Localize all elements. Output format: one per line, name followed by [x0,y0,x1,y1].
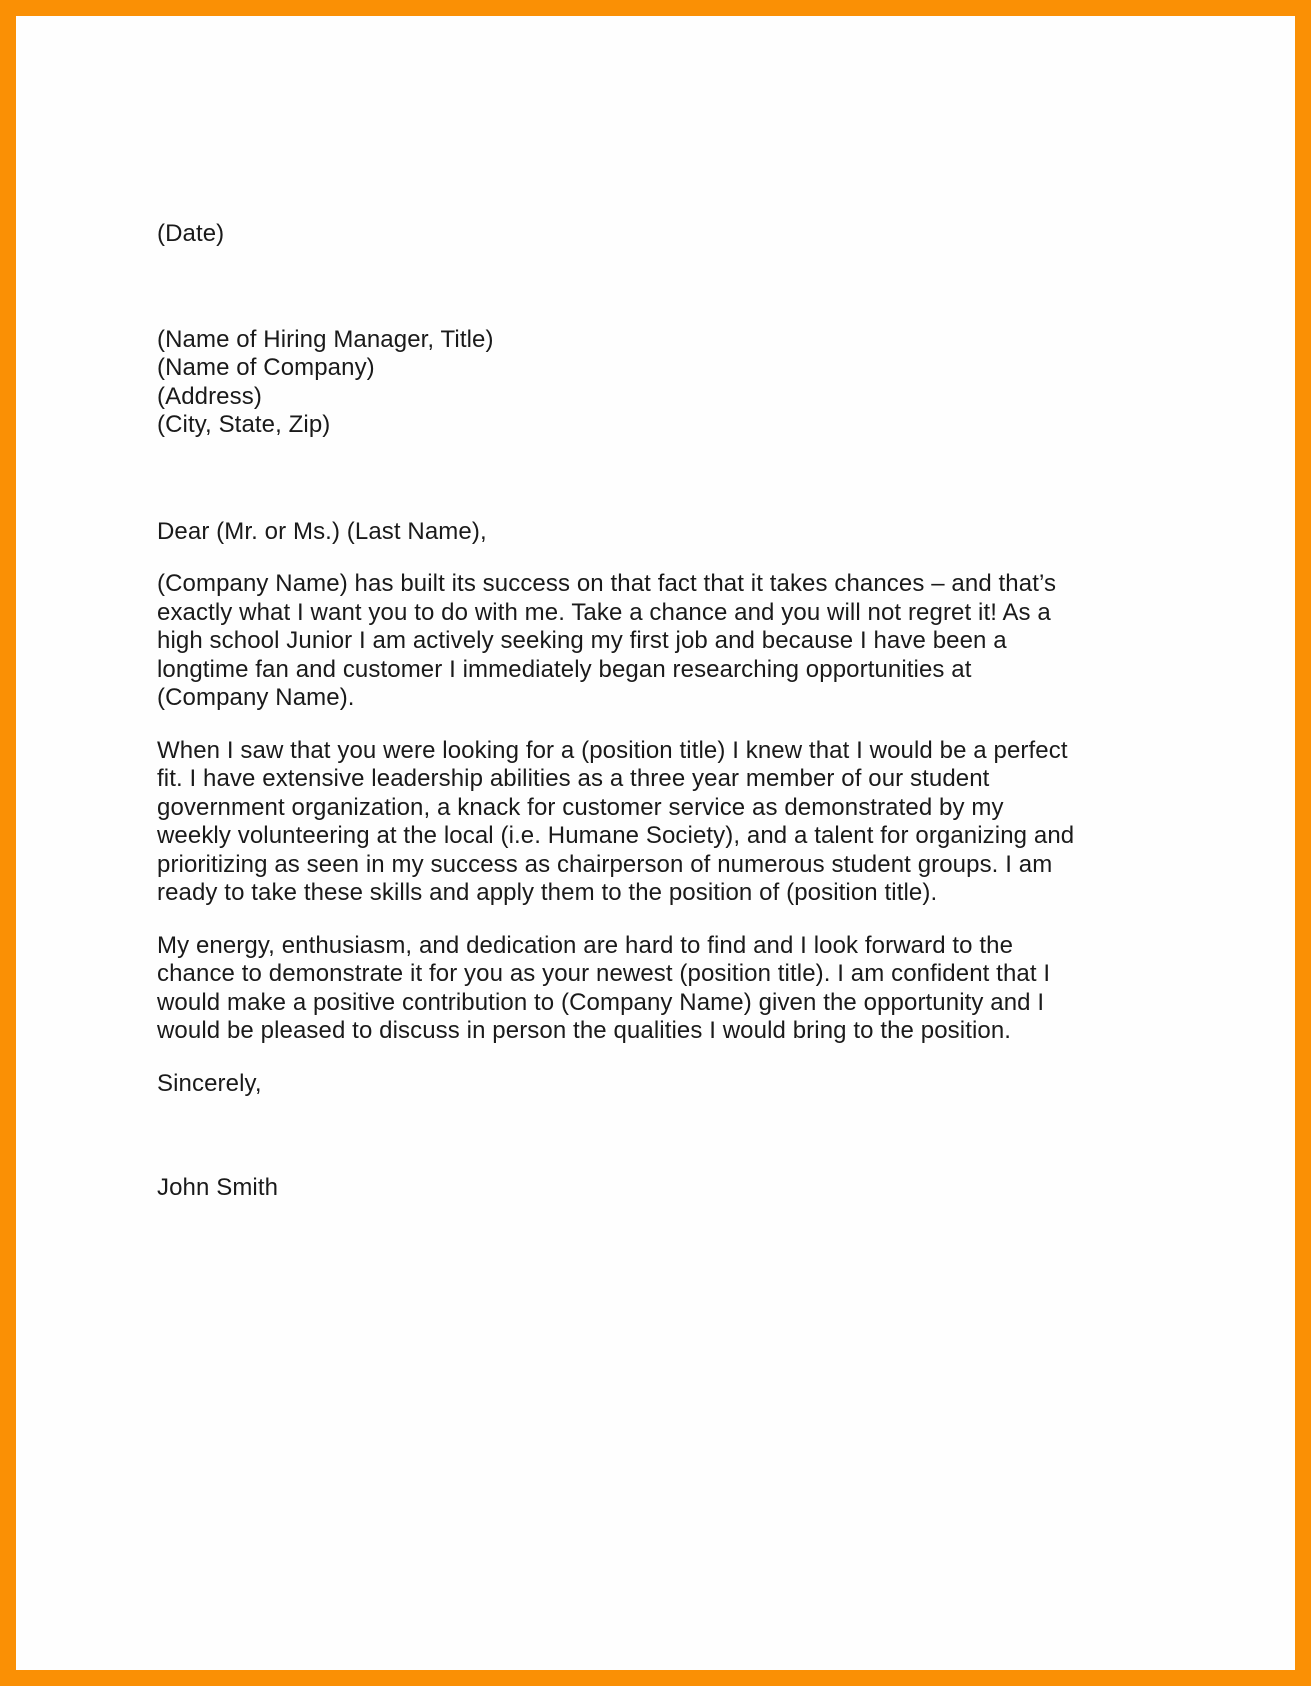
body-paragraph-2: When I saw that you were looking for a (position title) I knew that I would be a perfect fit. I have extensive leadership abilities as a three year member of our student government organization, a knack for customer service as demonstrated by my weekly volunteering at the local (i.e. Humane Society), and a talent for organizing and prioritizing as seen in my success as chairperson of numerous student groups. I am ready to take these skills and apply them to the position of (position title). [157,736,1075,906]
recipient-line-hiring-manager: (Name of Hiring Manager, Title) [157,325,494,353]
recipient-block [157,326,1295,440]
closing: Sincerely, [157,1069,262,1097]
date-placeholder: (Date) [157,220,225,247]
recipient-line-city-state-zip: (City, State, Zip) [157,411,331,438]
recipient-line-address: (Address) [157,382,262,410]
recipient-line-company: (Name of Company) [157,354,375,381]
letter-content [16,16,1295,1670]
signature-name: John Smith [157,1174,279,1201]
body-paragraph-3: My energy, enthusiasm, and dedication are hard to find and I look forward to the chance to demonstrate it for you as your newest (position title). I am confident that I would make a positive contribution to (Company Name) given the opportunity and I would be pleased to discuss in person the qualities I would bring to the position. [157,931,1051,1044]
body-paragraph-1: (Company Name) has built its success on that fact that it takes chances – and that’s exactly what I want you to do with me. Take a chance and you will not regret it! As a high school Junior I am actively seeking my first job and because I have been a longtime fan and customer I immediately began researching opportunities at (Company Name). [157,570,1057,711]
salutation: Dear (Mr. or Ms.) (Last Name), [157,517,487,545]
